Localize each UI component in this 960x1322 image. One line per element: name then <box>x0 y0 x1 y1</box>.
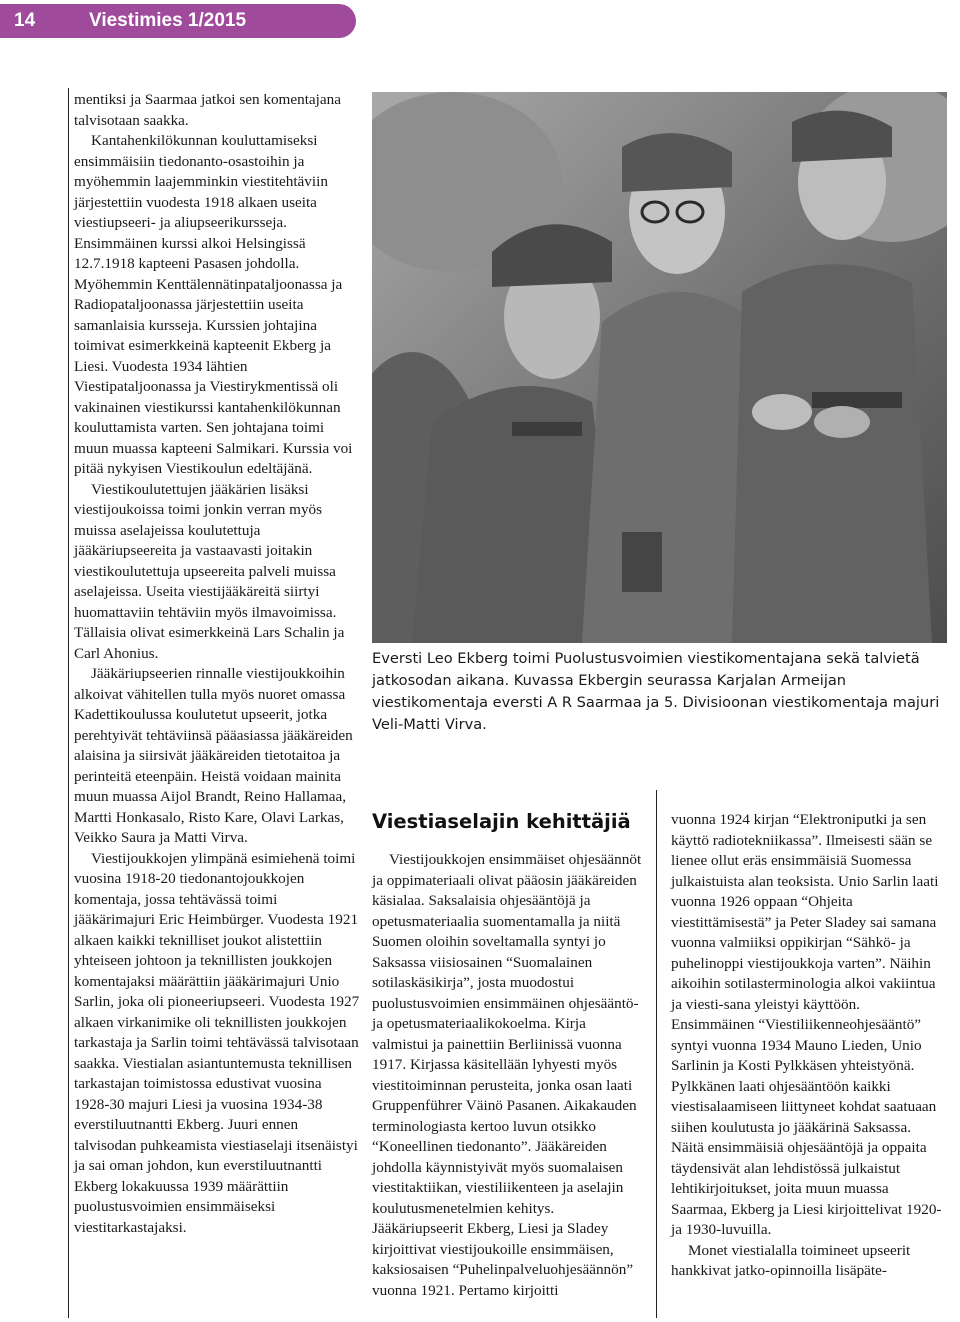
paragraph: Jääkäriupseerien rinnalle viestijoukkoihin alkoivat vähitellen tulla myös nuoret omassa Kadettikoulussa koulutetut upseerit, jotka perehtyivät tehtäviinsä pääasiassa jääkäreiden alaisina ja siirsivät jääkäreiden tietotaitoa ja perinteitä eteenpäin. Heistä voidaan mainita muun muassa Aijol Brandt, Reino Hallamaa, Martti Honkasalo, Risto Kare, Olavi Larkas, Veikko Saura ja Matti Virva. <box>74 665 353 846</box>
paragraph: Kantahenkilökunnan kouluttamiseksi ensimmäisiin tiedonanto-osastoihin ja myöhemmin laajemminkin viestitehtäviin järjestettiin vuodesta 1918 alkaen useita viestiupseeri- ja aliupseerikursseja. Ensimmäinen kurssi alkoi Helsingissä 12.7.1918 kapteeni Pasasen johdolla. Myöhemmin Kenttälennätinpataljoonassa ja Radiopataljoonassa järjestettiin useita samanlaisia kursseja. Kurssien johtajina toimivat esimerkkeinä kapteenit Ekberg ja Liesi. Vuodesta 1934 lähtien Viestipataljoonassa ja Viestirykmentissä oli vakinainen viestikurssi kantahenkilökunnan kouluttamista varten. Sen johtajana toimi muun muassa kapteeni Salmikari. Kurssia voi pitää nykyisen Viestikoulun edeltäjänä. <box>74 132 353 477</box>
page-header <box>0 4 356 38</box>
photo-caption: Eversti Leo Ekberg toimi Puolustusvoimien viestikomentajana sekä talvietä jatkosodan aikana. Kuvassa Ekbergin seurassa Karjalan Armeijan viestikomentaja eversti A R Saarmaa ja 5. Divisioonan viestikomentaja majuri Veli-Matti Virva. <box>372 650 940 733</box>
column-rule-left <box>68 88 69 1318</box>
article-column-3 <box>671 810 947 1282</box>
article-column-1 <box>74 90 360 1238</box>
paragraph: Viestikoulutettujen jääkärien lisäksi viestijoukoissa toimi jonkin verran myös muissa aselajeissa koulutettuja jääkäriupseereita ja vastaavasti joitakin viestikoulutettuja upseereita palveli muissa aselajeissa. Useita viestijääkäreitä siirtyi huomattaviin tehtäviin myös ilmavoimissa. Tällaisia olivat esimerkkeinä Lars Schalin ja Carl Ahonius. <box>74 480 345 662</box>
page-number: 14 <box>14 10 36 31</box>
paragraph: Viestijoukkojen ensimmäiset ohjesäännöt ja oppimateriaali olivat pääosin jääkäreiden käsialaa. Saksalaisia ohjesääntöjä ja opetusmateriaalia suomentamalla ja niitä Suomen oloihin soveltamalla syntyi jo Saksassa viisiosainen “Suomalainen sotilaskäsikirja”, josta muodostui puolustusvoimien ensimmäinen ohjesääntö- ja opetusmateriaalikokoelma. Kirja valmistui ja painettiin Berliinissä vuonna 1917. Kirjassa käsitellään lyhyesti myös viestitoiminnan perusteita, jonka osan laati Gruppenführer Väinö Pasanen. Aikakauden terminologiasta kertoo luvun otsikko “Koneellinen tiedonanto”. Jääkäreiden johdolla käynnistyivät myös suomalaisen viestitaktiikan, viestiliikenteen ja aselajin koulutusmenetelmien kehitys. Jääkäriupseerit Ekberg, Liesi ja Sladey kirjoittivat viestijoukoille ensimmäisen, kaksiosaisen “Puhelinpalveluohjesäännön” vuonna 1921. Pertamo kirjoitti <box>372 851 642 1299</box>
paragraph: Viestijoukkojen ylimpänä esimiehenä toimi vuosina 1918-20 tiedonantojoukkojen komentaja, jossa tehtävässä toimi jääkärimajuri Eric Heimbürger. Vuodesta 1921 alkaen kaikki teknilliset joukot alistettiin yhteiseen johtoon ja teknillisten joukkojen komentajaksi määrättiin jääkärimajuri Unio Sarlin, joka oli pioneeriupseeri. Vuodesta 1927 alkaen virkanimike oli teknillisten joukkojen tarkastaja ja Sarlin toimi tehtävässä talvisotaan saakka. Viestialan asiantuntemusta teknillisen tarkastajan toimistossa edustivat vuosina 1928-30 majuri Liesi ja vuosina 1934-38 everstiluutnantti Ekberg. Juuri ennen talvisodan puhkeamista viestiaselaji itsenäistyi ja sai oman johdon, kun everstiluutnantti Ekberg lokakuussa 1939 määrättiin puolustusvoimien ensimmäiseksi viestitarkastajaksi. <box>74 849 360 1236</box>
historical-photo <box>372 92 947 643</box>
paragraph: Monet viestialalla toimineet upseerit hankkivat jatko-opinnoilla lisäpäte- <box>671 1241 911 1279</box>
section-heading: Viestiaselajin kehittäjiä <box>372 810 631 833</box>
article-column-2 <box>372 850 644 1301</box>
publication-title: Viestimies 1/2015 <box>89 10 247 31</box>
paragraph: mentiksi ja Saarmaa jatkoi sen komentajana talvisotaan saakka. <box>74 91 341 129</box>
photo-illustration <box>372 92 947 643</box>
column-rule-middle <box>656 790 657 1318</box>
paragraph: vuonna 1924 kirjan “Elektroniputki ja sen käyttö radiotekniikassa”. Ilmeisesti sään se lienee ollut eräs ensimmäisiä Suomessa julkaistuista alan teoksista. Unio Sarlin laati vuonna 1926 oppaan “Ohjeita viestittämisestä” ja Peter Sladey sai samana vuonna valmiiksi oppikirjan “Sähkö- ja puhelinoppi viestijoukkoja varten”. Näihin aikoihin sotilasterminologia alkoi vakiintua ja viesti-sana yleistyi käyttöön. Ensimmäinen “Viestiliikenneohjesääntö” syntyi vuonna 1934 Mauno Lieden, Unio Sarlinin ja Kosti Pylkkäsen yhteistyönä. Pylkkänen laati ohjesääntöön kaikki viestisalaamiseen liittyneet kohdat saatuaan siihen koulutusta jo jääkärinä Saksassa. Näitä ensimmäisiä ohjesääntöjä ja oppaita täydensivät alan lehdistössä julkaistut lehtikirjoitukset, joita muun muassa Saarmaa, Ekberg ja Liesi kirjoittelivat 1920- ja 1930-luvuilla. <box>671 811 942 1238</box>
